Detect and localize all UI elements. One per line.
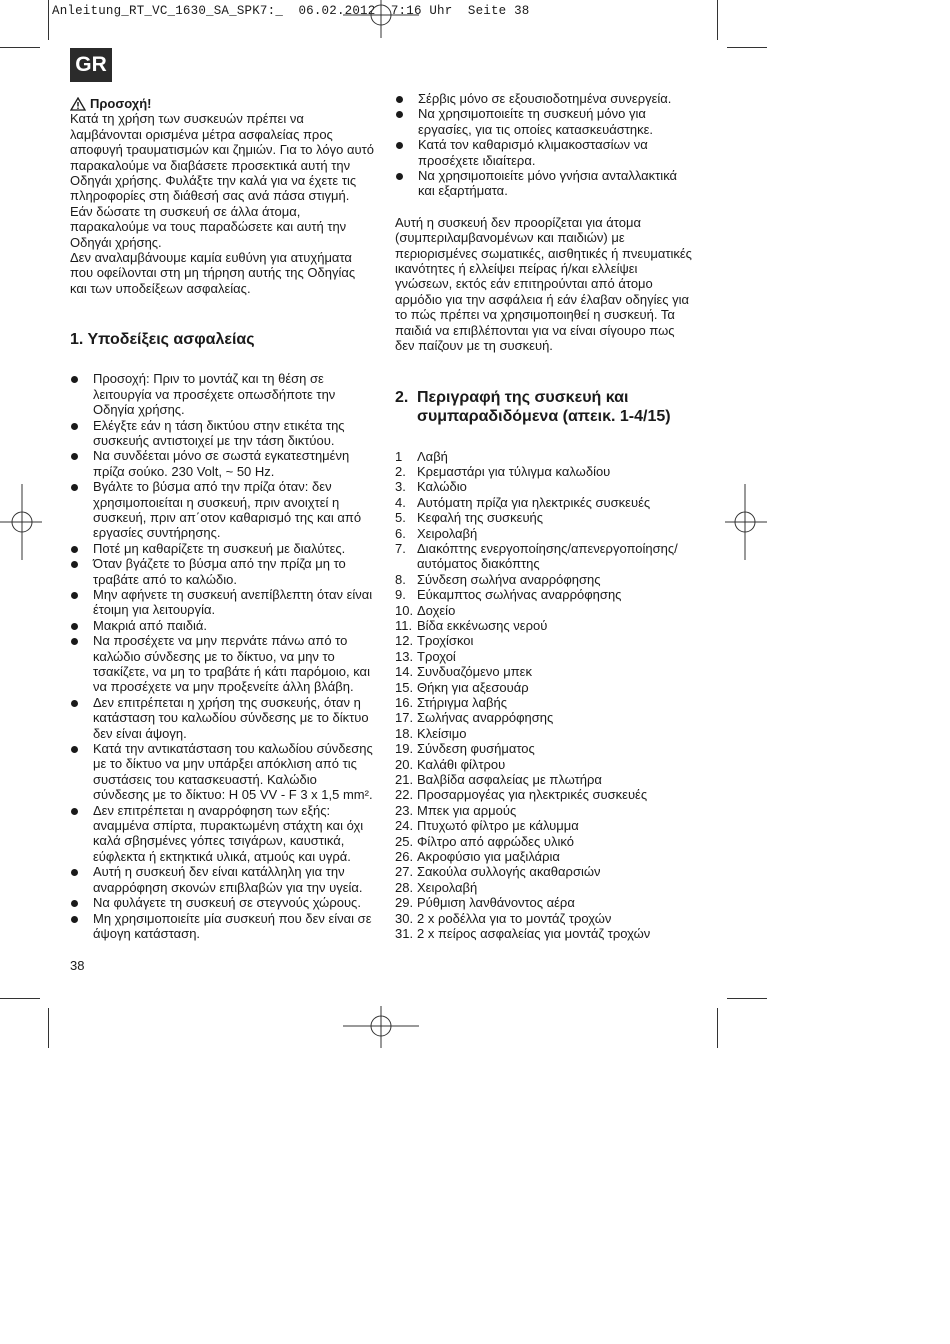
part-label: Συνδυαζόμενο μπεκ — [417, 664, 532, 680]
list-item: Μακριά από παιδιά. — [70, 618, 375, 633]
parts-list-item — [395, 633, 695, 648]
parts-list-item — [395, 572, 695, 587]
part-label: Βίδα εκκένωσης νερού — [417, 617, 548, 633]
list-item: Όταν βγάζετε το βύσμα από την πρίζα μη το τραβάτε από το καλώδιο. — [70, 556, 375, 587]
part-label: Κλείσιμο — [417, 725, 467, 741]
part-number: 12. — [395, 633, 414, 649]
part-number: 29. — [395, 895, 414, 911]
part-number: 21. — [395, 772, 414, 788]
part-label: Αυτόματη πρίζα για ηλεκτρικές συσκευές — [417, 494, 651, 510]
part-label: Φίλτρο από αφρώδες υλικό — [417, 833, 574, 849]
parts-list-item — [395, 479, 695, 494]
part-number: 5. — [395, 510, 406, 526]
parts-list-item — [395, 649, 695, 664]
part-label: Σακούλα συλλογής ακαθαρσιών — [417, 864, 601, 880]
part-label: Σωλήνας αναρρόφησης — [417, 710, 554, 726]
parts-list-item — [395, 880, 695, 895]
part-label: Εύκαμπτος σωλήνας αναρρόφησης — [417, 587, 622, 603]
parts-list-item — [395, 895, 695, 910]
right-column — [395, 91, 695, 942]
list-item: Δεν επιτρέπεται η χρήση της συσκευής, όταν η κατάσταση του καλωδίου σύνδεσης με το δίκτυο δεν είναι άψογη. — [70, 695, 375, 741]
parts-list-item — [395, 680, 695, 695]
part-number: 22. — [395, 787, 414, 803]
part-label: Θήκη για αξεσουάρ — [417, 679, 529, 695]
safety-list — [70, 371, 375, 941]
parts-list-item — [395, 849, 695, 864]
part-number: 17. — [395, 710, 414, 726]
part-label: Ρύθμιση λανθάνοντος αέρα — [417, 895, 575, 911]
part-number: 8. — [395, 571, 406, 587]
part-label: Πτυχωτό φίλτρο με κάλυμμα — [417, 818, 579, 834]
parts-list-item — [395, 618, 695, 633]
part-number: 3. — [395, 479, 406, 495]
part-label: Καλώδιο — [417, 479, 467, 495]
part-label: Λαβή — [417, 448, 448, 464]
list-item: Δεν επιτρέπεται η αναρρόφηση των εξής: αναμμένα σπίρτα, πυρακτωμένη στάχτη και όχι καλά σβησμένες γόπες τσιγάρων, καυστικά, εύφλεκτα ή εκτηκτικά υλικά, ατμούς και υγρά. — [70, 803, 375, 865]
persons-paragraph: Αυτή η συσκευή δεν προορίζεται για άτομα (συμπεριλαμβανομένων και παιδιών) με περιορισμένες σωματικές, αισθητικές ή πνευματικές ικανότητες ή ελλείψει πείρας ή/και ελλείψει γνώσεων, εκτός εάν επιτηρούνται από άτομο αρμόδιο για την ασφάλεια ή εάν έλαβαν οδηγίες για το πώς πρέπει να χρησιμοποιηθεί η συσκευή. Τα παιδιά να επιβλέπονται για να είναι σίγουρο πως δεν παίζουν με τη συσκευή. — [395, 214, 692, 354]
part-number: 6. — [395, 525, 406, 541]
part-label: Κεφαλή της συσκευής — [417, 510, 544, 526]
parts-list-item — [395, 603, 695, 618]
part-label: Τροχίσκοι — [417, 633, 474, 649]
section1-title: 1. Υποδείξεις ασφαλείας — [70, 331, 255, 349]
part-label: Σύνδεση φυσήματος — [417, 741, 535, 757]
part-label: Τροχοί — [417, 648, 456, 664]
parts-list-item — [395, 495, 695, 510]
part-number: 24. — [395, 818, 414, 834]
part-label: Χειρολαβή — [417, 879, 478, 895]
part-label: Δοχείο — [417, 602, 456, 618]
part-label: Ακροφύσιο για μαξιλάρια — [417, 849, 560, 865]
part-label: 2 x πείρος ασφαλείας για μοντάζ τροχών — [417, 926, 651, 942]
part-number: 15. — [395, 679, 414, 695]
warning-paragraph: Κατά τη χρήση των συσκευών πρέπει να λαμβάνονται ορισμένα μέτρα ασφαλείας προς αποφυγή τραυματισμών και ζημιών. Για το λόγο αυτό παρακαλούμε να διαβάσετε προσεκτικά αυτή την Οδηγάι χρήσης. Φυλάξτε την καλά για να έχετε τις πληροφορίες στη διάθεσή σας ανά πάσα στιγμή. Εάν δώσατε τη συσκευή σε άλλα άτομα, παρακαλούμε να τους παραδώσετε και αυτή την Οδηγάι χρήσης. — [70, 111, 374, 250]
parts-list-item — [395, 726, 695, 741]
registration-mark-left — [0, 484, 42, 560]
part-number: 26. — [395, 849, 414, 865]
parts-list-item — [395, 864, 695, 879]
part-number: 13. — [395, 648, 414, 664]
parts-list-item — [395, 710, 695, 725]
part-number: 20. — [395, 756, 414, 772]
part-number: 2. — [395, 463, 406, 479]
warning-title: Προσοχή! — [90, 96, 152, 111]
part-number: 31. — [395, 926, 414, 942]
part-label: Καλάθι φίλτρου — [417, 756, 506, 772]
parts-list-item — [395, 911, 695, 926]
section2-title: Περιγραφή της συσκευή και συμπαραδιδόμενα (απεικ. 1-4/15) — [417, 388, 671, 425]
list-item: Ποτέ μη καθαρίζετε τη συσκευή με διαλύτες. — [70, 541, 375, 556]
file-header: Anleitung_RT_VC_1630_SA_SPK7:_ 06.02.2012 7:16 Uhr Seite 38 — [52, 4, 530, 18]
registration-mark-right — [725, 484, 767, 560]
parts-list-item — [395, 741, 695, 756]
parts-list-item — [395, 526, 695, 541]
language-badge: GR — [70, 48, 112, 82]
list-item: Να συνδέεται μόνο σε σωστά εγκατεστημένη πρίζα σούκο. 230 Volt, ~ 50 Hz. — [70, 448, 375, 479]
warning-heading — [70, 96, 375, 111]
part-number: 27. — [395, 864, 414, 880]
parts-list-item — [395, 757, 695, 772]
list-item: Να χρησιμοποιείτε τη συσκευή μόνο για εργασίες, για τις οποίες κατασκευάστηκε. — [395, 106, 695, 137]
list-item: Να χρησιμοποιείτε μόνο γνήσια ανταλλακτικά και εξαρτήματα. — [395, 168, 695, 199]
part-label: Κρεμαστάρι για τύλιγμα καλωδίου — [417, 463, 611, 479]
service-list — [395, 91, 695, 199]
list-item: Κατά τον καθαρισμό κλιμακοστασίων να προσέχετε ιδιαίτερα. — [395, 137, 695, 168]
part-label: Προσαρμογέας για ηλεκτρικές συσκευές — [417, 787, 648, 803]
part-number: 16. — [395, 695, 414, 710]
part-number: 19. — [395, 741, 414, 757]
parts-list-item — [395, 449, 695, 464]
section2-number: 2. — [395, 388, 409, 406]
parts-list-item — [395, 772, 695, 787]
part-number: 1 — [395, 448, 403, 464]
parts-list — [395, 449, 695, 942]
page-number: 38 — [70, 958, 85, 973]
part-number: 9. — [395, 587, 406, 603]
parts-list-item — [395, 510, 695, 525]
part-number: 7. — [395, 540, 406, 556]
list-item: Αυτή η συσκευή δεν είναι κατάλληλη για την αναρρόφηση σκονών επιβλαβών για την υγεία. — [70, 864, 375, 895]
list-item: Να προσέχετε να μην περνάτε πάνω από το καλώδιο σύνδεσης με το δίκτυο, να μην το τσακίζετε, να μη το τραβάτε ή κάτι παρόμοιο, και να προσέχετε να μην προξενείτε άλλη βλάβη. — [70, 633, 375, 695]
list-item: Σέρβις μόνο σε εξουσιοδοτημένα συνεργεία. — [395, 91, 695, 106]
part-label: Χειρολαβή — [417, 525, 478, 541]
list-item: Κατά την αντικατάσταση του καλωδίου σύνδεσης με το δίκτυο να μην υπάρξει απόκλιση από τις συστάσεις του κατασκευαστή. Καλώδιο σύνδεσης με το δίκτυο: H 05 VV - F 3 x 1,5 mm². — [70, 741, 375, 803]
part-number: 30. — [395, 910, 414, 926]
list-item: Βγάλτε το βύσμα από την πρίζα όταν: δεν χρησιμοποιείται η συσκευή, πριν ανοιχτεί η συσκευή, πριν απ΄οτον καθαρισμό της και από εργασίες συντήρησης. — [70, 479, 375, 541]
part-number: 11. — [395, 617, 413, 633]
part-label: Βαλβίδα ασφαλείας με πλωτήρα — [417, 772, 602, 788]
list-item: Μην αφήνετε τη συσκευή ανεπίβλεπτη όταν είναι έτοιμη για λειτουργία. — [70, 587, 375, 618]
section2-heading — [395, 388, 695, 426]
part-number: 14. — [395, 664, 414, 680]
part-number: 23. — [395, 802, 414, 818]
part-label: Σύνδεση σωλήνα αναρρόφησης — [417, 571, 601, 587]
parts-list-item — [395, 695, 695, 710]
part-label: Διακόπτης ενεργοποίησης/απενεργοποίησης/αυτόματος διακόπτης — [417, 540, 678, 572]
part-label: 2 x ροδέλλα για το μοντάζ τροχών — [417, 910, 612, 926]
part-number: 25. — [395, 833, 414, 849]
warning-triangle-icon — [70, 97, 86, 111]
part-number: 18. — [395, 725, 414, 741]
list-item: Προσοχή: Πριν το μοντάζ και τη θέση σε λειτουργία να προσέχετε οπωσδήποτε την Οδηγία χρήσης. — [70, 371, 375, 417]
parts-list-item — [395, 818, 695, 833]
parts-list-item — [395, 664, 695, 679]
registration-mark-bottom — [343, 1006, 419, 1048]
part-label: Μπεκ για αρμούς — [417, 802, 517, 818]
parts-list-item — [395, 787, 695, 802]
left-column — [70, 96, 375, 941]
part-label: Στήριγμα λαβής — [417, 695, 507, 710]
parts-list-item — [395, 803, 695, 818]
part-number: 10. — [395, 602, 414, 618]
liability-paragraph: Δεν αναλαμβάνουμε καμία ευθύνη για ατυχήματα που οφείλονται στη μη τήρηση αυτής της Οδηγίας και των υποδείξεων ασφαλείας. — [70, 250, 356, 296]
parts-list-item — [395, 541, 695, 572]
registration-mark-top — [343, 0, 419, 40]
parts-list-item — [395, 834, 695, 849]
part-number: 28. — [395, 879, 414, 895]
parts-list-item — [395, 926, 695, 941]
part-number: 4. — [395, 494, 406, 510]
list-item: Να φυλάγετε τη συσκευή σε στεγνούς χώρους. — [70, 895, 375, 910]
parts-list-item — [395, 587, 695, 602]
parts-list-item — [395, 464, 695, 479]
list-item: Ελέγξτε εάν η τάση δικτύου στην ετικέτα της συσκευής αντιστοιχεί με την τάση δικτύου. — [70, 418, 375, 449]
list-item: Μη χρησιμοποιείτε μία συσκευή που δεν είναι σε άψογη κατάσταση. — [70, 911, 375, 942]
